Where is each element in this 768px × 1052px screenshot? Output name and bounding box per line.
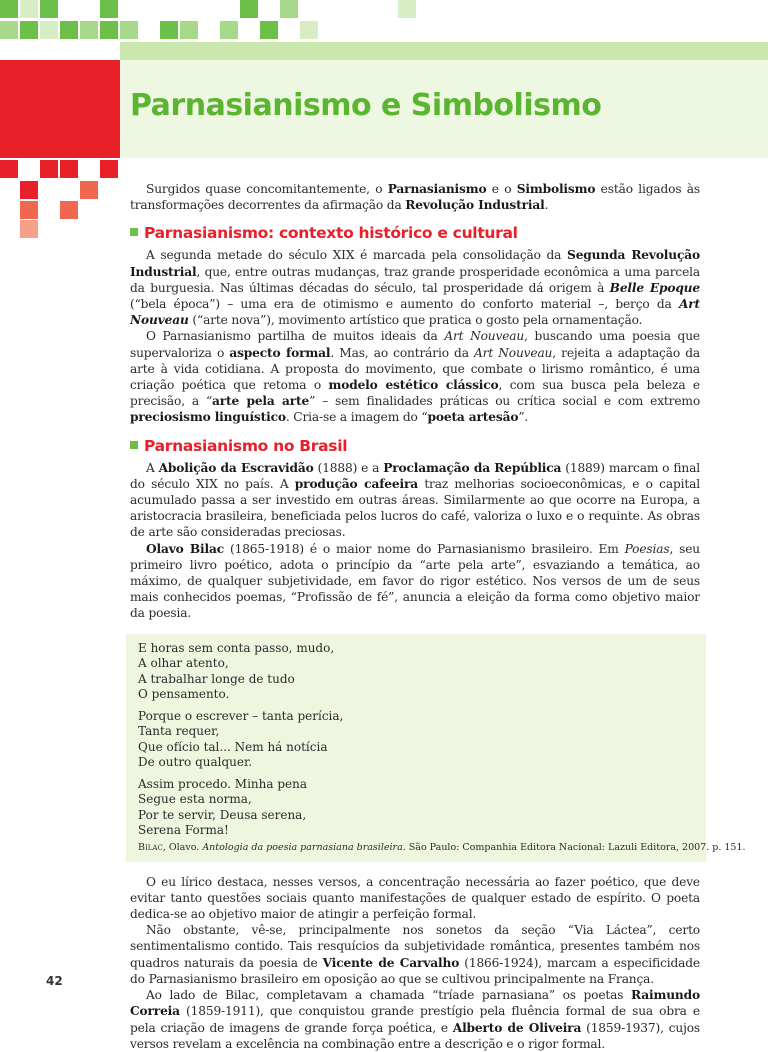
paragraph (130, 541, 700, 622)
text: , buscando uma poesia que supervaloriza o (130, 329, 700, 360)
poem-line: Segue esta norma, (138, 792, 252, 807)
decor-square (0, 21, 18, 39)
decor-square (220, 21, 238, 39)
text: (1859-1937), cujos versos revelam a excelência na combinação entre a descrição e o rigor formal. (130, 1020, 700, 1051)
term: Proclamação da República (383, 460, 562, 475)
source-text: , Olavo. (162, 841, 203, 853)
source-text: . São Paulo: Companhia Editora Nacional: Lazuli Editora, 2007. p. 151. (402, 841, 746, 853)
red-block (0, 60, 120, 158)
decor-square (60, 201, 78, 219)
decor-square (398, 0, 416, 18)
text: estão ligados às transformações decorrentes da afirmação da (130, 182, 700, 213)
poem-line: A olhar atento, (138, 656, 229, 671)
decor-square (0, 0, 18, 18)
decor-square (0, 160, 18, 178)
decor-square (280, 0, 298, 18)
term: produção cafeeira (294, 476, 418, 491)
text: , com sua busca pela beleza e precisão, a “ (130, 378, 700, 409)
text: (1888) e a (313, 460, 384, 475)
decor-square (100, 21, 118, 39)
poem-line: Serena Forma! (138, 823, 229, 838)
intro-paragraph (130, 181, 700, 213)
decor-square (60, 21, 78, 39)
term: preciosismo linguístico (130, 410, 286, 425)
paragraph (130, 247, 700, 328)
main-content (130, 181, 746, 1052)
poem-stanza (138, 777, 694, 839)
decor-square (20, 220, 38, 238)
source-work: Antologia da poesia parnasiana brasileira (202, 841, 403, 853)
term: Olavo Bilac (146, 541, 225, 556)
term: Art Nouveau (130, 297, 700, 328)
decor-square (180, 21, 198, 39)
term: Raimundo Correia (130, 988, 700, 1019)
header-band (120, 42, 768, 60)
decor-square (100, 160, 118, 178)
decor-square (260, 21, 278, 39)
text: Surgidos quase concomitantemente, o (146, 182, 388, 196)
paragraph (130, 922, 700, 987)
decor-square (80, 181, 98, 199)
text: (“bela época”) – uma era de otimismo e aumento do conforto material –, berço da (130, 297, 679, 312)
term: modelo estético clássico (328, 378, 499, 393)
paragraph: O eu lírico destaca, nesses versos, a concentração necessária ao fazer poético, que deve evitar tanto questões sociais quanto manifestações de qualquer estado de espírito. O poeta dedica-se ao objetivo maior de atingir a perfeição formal. (130, 874, 700, 922)
poem-line: O pensamento. (138, 687, 230, 702)
text: (1866-1924), marcam a especificidade do Parnasianismo brasileiro em oposição ao que se cultivou principalmente na França. (130, 955, 700, 986)
decor-square (80, 21, 98, 39)
paragraph (130, 328, 700, 425)
decor-square (20, 181, 38, 199)
decor-square (20, 0, 38, 18)
text: A (146, 460, 159, 475)
term: Simbolismo (516, 182, 596, 196)
paragraph (130, 987, 700, 1052)
text: (1865-1918) é o maior nome do Parnasianismo brasileiro. Em (224, 541, 625, 556)
text: . (544, 198, 549, 213)
decor-square (20, 21, 38, 39)
poem-line: Assim procedo. Minha pena (138, 776, 308, 791)
term: Belle Epoque (609, 280, 701, 295)
term: arte pela arte (212, 394, 310, 409)
decor-square (120, 21, 138, 39)
term: Art Nouveau (474, 345, 553, 360)
term: Art Nouveau (444, 329, 525, 344)
decor-square (100, 0, 118, 18)
term: Alberto de Oliveira (452, 1020, 582, 1035)
decor-square (240, 0, 258, 18)
text: (1889) marcam o final do século XIX no país. A (130, 460, 700, 491)
text: ” – sem finalidades práticas ou crítica social e com extremo (309, 394, 701, 409)
text: ”. (518, 410, 529, 425)
poem-stanza (138, 709, 694, 771)
text: Não obstante, vê-se, principalmente nos sonetos da seção “Via Láctea”, certo sentimentalismo contido. Tais resquícios da subjetividade romântica, presentes também nos quadros naturais da poesia de (130, 923, 700, 970)
text: Ao lado de Bilac, completavam a chamada “tríade parnasiana” os poetas (146, 988, 631, 1003)
text: (1859-1911), que conquistou grande prestígio pela fluência formal de sua obra e pela criação de imagens de grande força poética, e (130, 1004, 700, 1035)
square-bullet-icon (130, 228, 138, 236)
decor-square (40, 0, 58, 18)
text: traz melhorias socioeconômicas, e o capital acumulado passa a ser investido em outras áreas. Similarmente ao que ocorre na Europa, a aristocracia brasileira, beneficiada pelos lucros do café, valoriza o luxo e o requinte. As obras de arte são consideradas preciosas. (130, 476, 700, 540)
term: Segunda Revolução Industrial (130, 248, 700, 279)
text: A segunda metade do século XIX é marcada pela consolidação da (146, 248, 568, 263)
decor-square (40, 21, 58, 39)
section-heading (130, 223, 700, 243)
term: poeta artesão (427, 410, 519, 425)
term: aspecto formal (229, 345, 331, 360)
text: e o (486, 182, 517, 196)
poem-line: Porque o escrever – tanta perícia, (138, 708, 344, 723)
section-heading-text: Parnasianismo no Brasil (144, 436, 348, 455)
text: (“arte nova”), movimento artístico que pratica o gosto pela ornamentação. (188, 313, 643, 328)
decor-square (160, 21, 178, 39)
decor-square (40, 160, 58, 178)
poem-source (138, 841, 746, 854)
source-author: Bilac (138, 841, 163, 853)
page-title: Parnasianismo e Simbolismo (130, 88, 602, 123)
poem-line: De outro qualquer. (138, 755, 253, 770)
text: . Mas, ao contrário da (330, 345, 474, 360)
poem-line: Que ofício tal... Nem há notícia (138, 739, 328, 754)
term: Vicente de Carvalho (322, 955, 460, 970)
term: Poesias (624, 541, 670, 556)
text: , que, entre outras mudanças, traz grande prosperidade econômica a uma parcela da burguesia. Nas últimas décadas do século, tal prosperidade dá origem à (130, 264, 700, 295)
text: O Parnasianismo partilha de muitos ideais da (146, 329, 445, 344)
decor-square (20, 201, 38, 219)
text: . Cria-se a imagem do “ (285, 410, 428, 425)
decor-square (60, 160, 78, 178)
term: Abolição da Escravidão (158, 460, 314, 475)
square-bullet-icon (130, 441, 138, 449)
text: , seu primeiro livro poético, adota o princípio da “arte pela arte”, esvaziando a temática, ao máximo, de qualquer subjetividade, em favor do rigor estético. Nos versos de um de seus mais conhecidos poemas, “Profissão de fé”, anuncia a eleição da forma como objetivo maior da poesia. (130, 541, 700, 621)
term: Parnasianismo (387, 182, 487, 196)
poem-box (126, 634, 746, 862)
term: Revolução Industrial (405, 198, 545, 213)
poem-line: A trabalhar longe de tudo (138, 671, 295, 686)
section-heading (130, 436, 700, 456)
paragraph (130, 460, 700, 541)
poem-line: E horas sem conta passo, mudo, (138, 640, 335, 655)
page-number: 42 (46, 974, 63, 988)
decor-square (300, 21, 318, 39)
text: , rejeita a adaptação da arte à vida cotidiana. A proposta do movimento, que combate o lirismo romântico, é uma criação poética que retoma o (130, 345, 700, 393)
poem-line: Tanta requer, (138, 724, 220, 739)
section-heading-text: Parnasianismo: contexto histórico e cultural (144, 224, 518, 243)
poem-stanza (138, 641, 694, 703)
poem-line: Por te servir, Deusa serena, (138, 807, 307, 822)
